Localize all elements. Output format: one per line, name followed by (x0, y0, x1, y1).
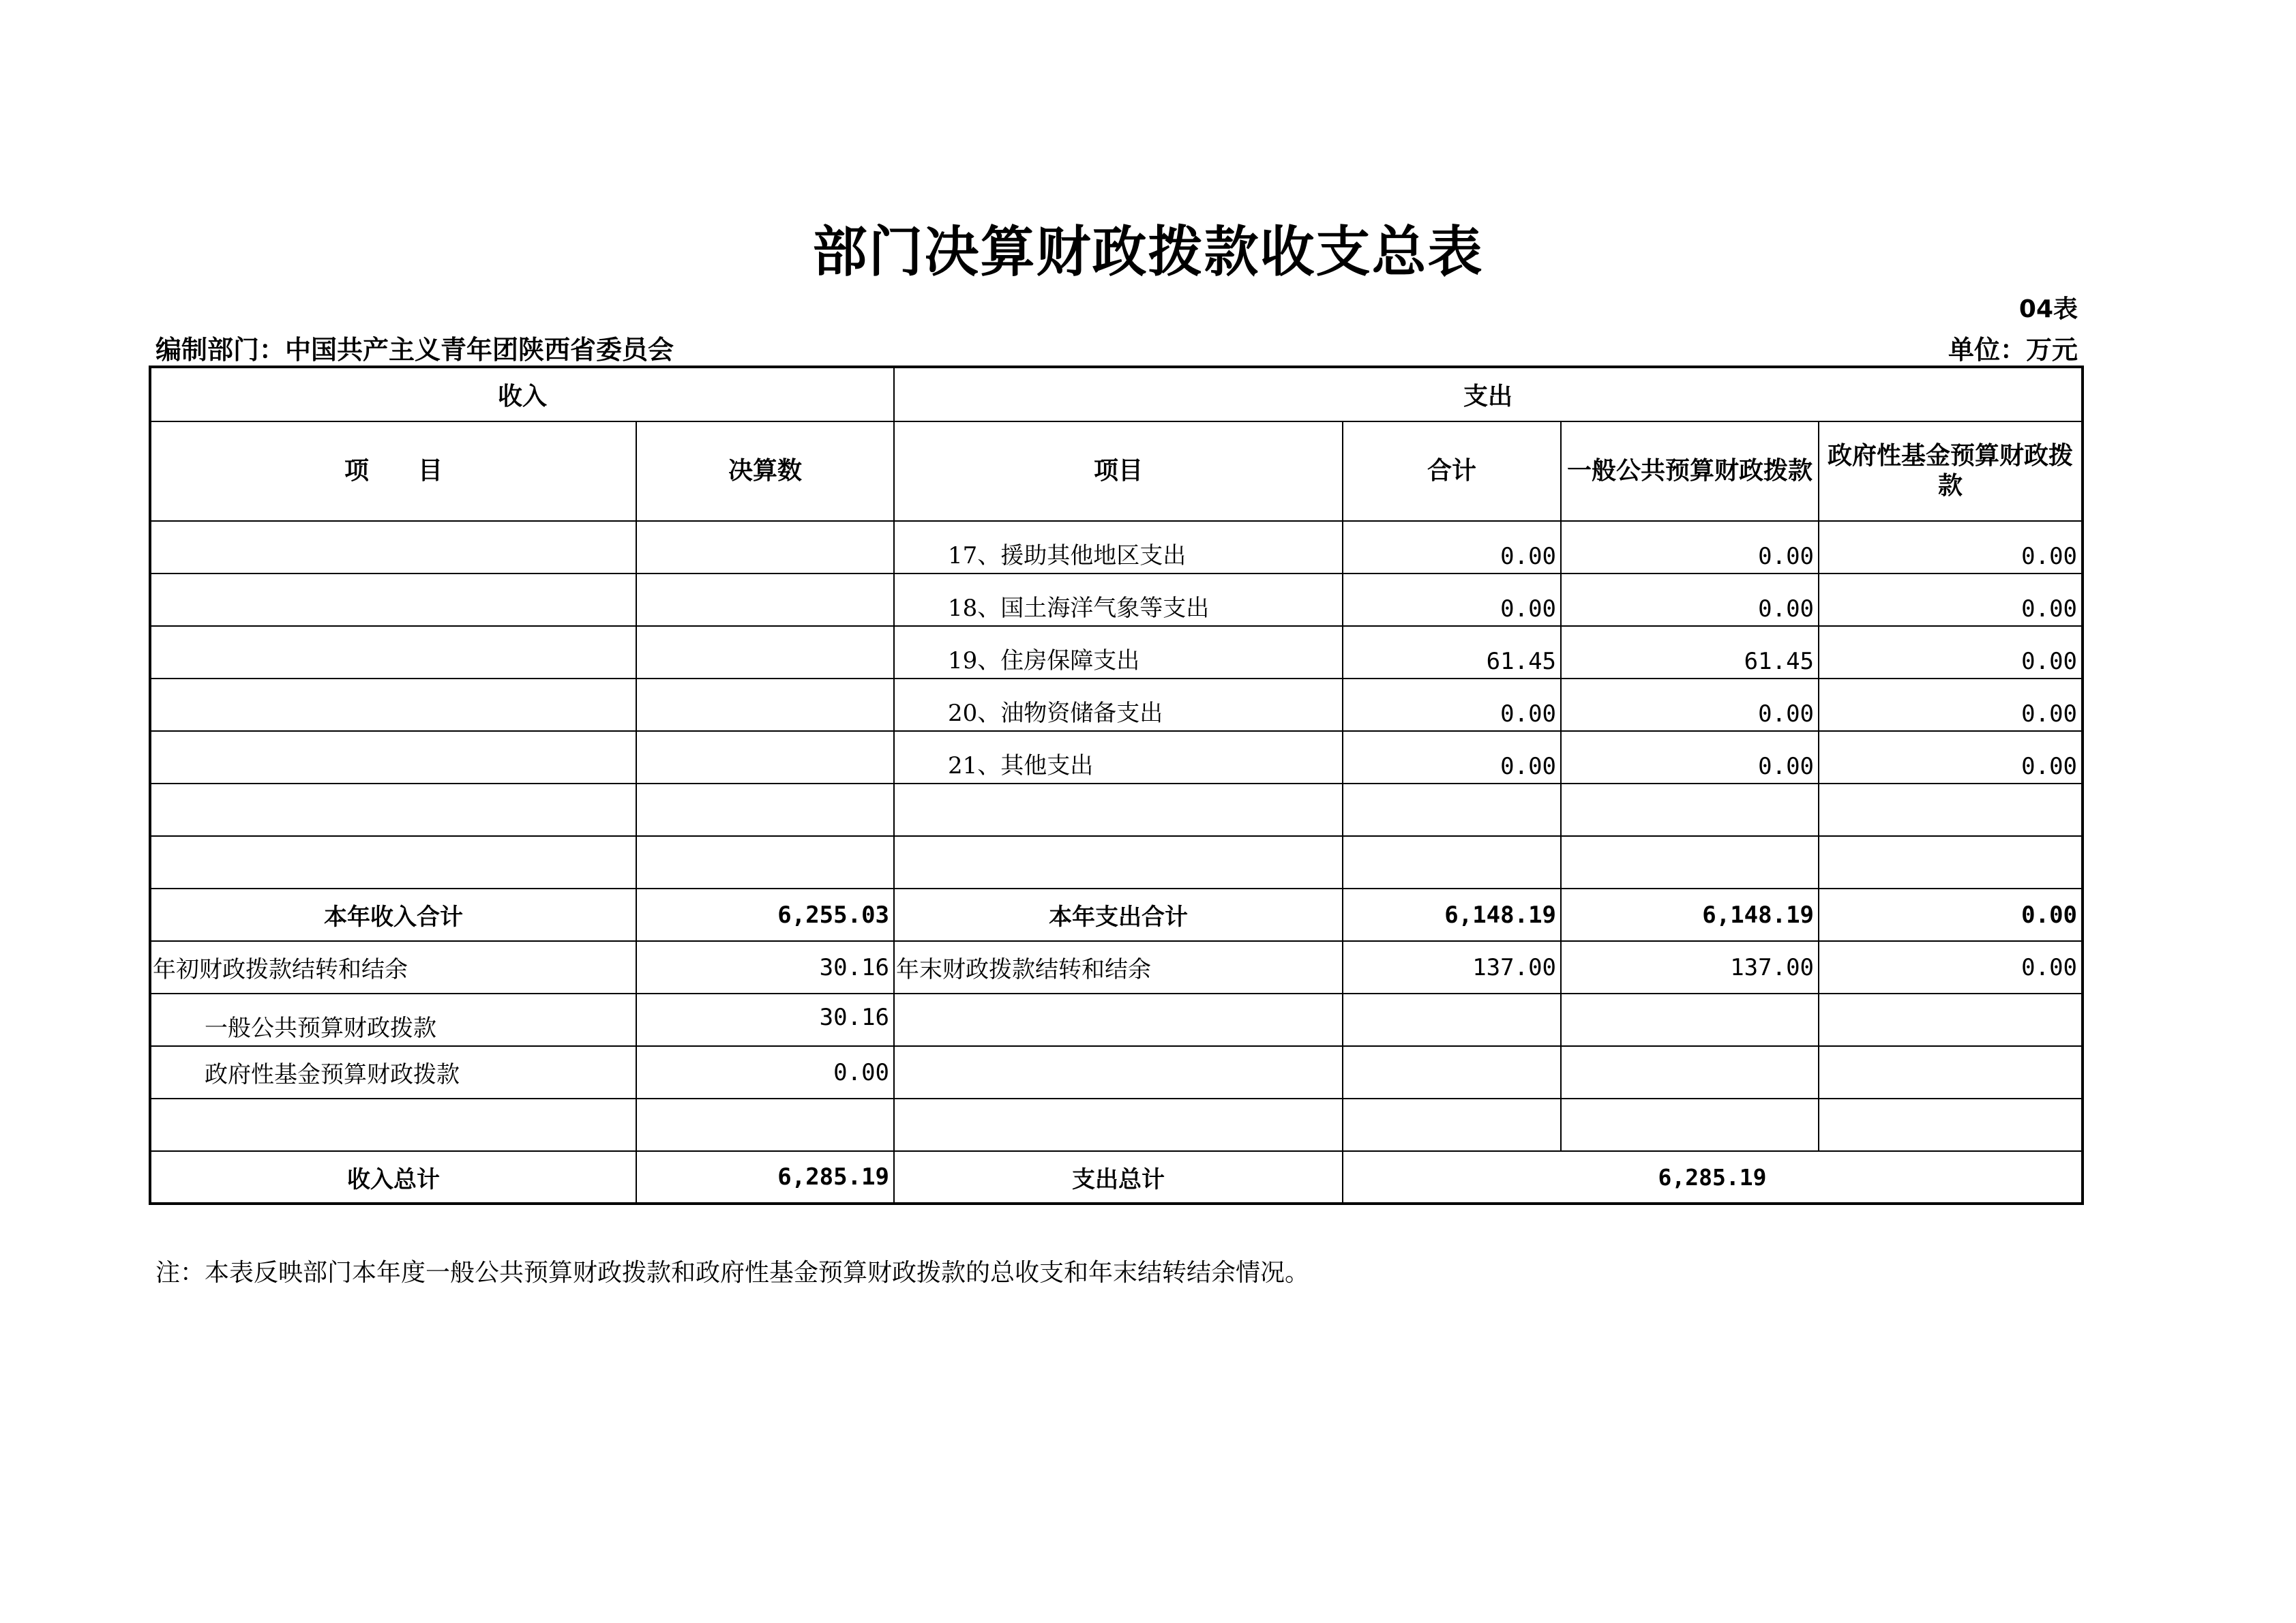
carryover-expense-label: 年末财政拨款结转和结余 (894, 941, 1343, 994)
table-row-empty (150, 784, 2083, 836)
empty-cell (894, 994, 1343, 1046)
table-row-empty (150, 836, 2083, 889)
header-row-group (150, 367, 2083, 421)
expense-total: 0.00 (1343, 574, 1561, 626)
empty-cell (636, 679, 894, 731)
grand-income-value: 6,285.19 (636, 1151, 894, 1204)
empty-cell (636, 731, 894, 784)
expense-item: 20、油物资储备支出 (894, 679, 1343, 731)
empty-cell (150, 521, 636, 574)
empty-cell (1561, 836, 1819, 889)
empty-cell (1343, 1046, 1561, 1099)
empty-cell (150, 1099, 636, 1151)
carryover-expense-fund: 0.00 (1819, 941, 2083, 994)
table-row (150, 731, 2083, 784)
empty-cell (150, 679, 636, 731)
empty-cell (894, 836, 1343, 889)
empty-cell (636, 521, 894, 574)
empty-cell (636, 784, 894, 836)
expense-fund: 0.00 (1819, 731, 2083, 784)
year-expense-total: 6,148.19 (1343, 889, 1561, 941)
table-row (150, 574, 2083, 626)
expense-item: 17、援助其他地区支出 (894, 521, 1343, 574)
unit-label: 单位：万元 (1948, 335, 2078, 365)
income-item-header: 项 目 (150, 421, 636, 521)
table-row (150, 626, 2083, 679)
expense-general: 61.45 (1561, 626, 1819, 679)
department-label: 编制部门：中国共产主义青年团陕西省委员会 (155, 335, 674, 365)
footnote: 注：本表反映部门本年度一般公共预算财政拨款和政府性基金预算财政拨款的总收支和年末结转结余情况。 (155, 1259, 1310, 1287)
expense-total-header: 合计 (1343, 421, 1561, 521)
empty-cell (894, 784, 1343, 836)
income-amount-header: 决算数 (636, 421, 894, 521)
expense-fund-header: 政府性基金预算财政拨款 (1819, 421, 2083, 521)
expense-fund: 0.00 (1819, 521, 2083, 574)
empty-cell (1819, 1046, 2083, 1099)
empty-cell (1819, 836, 2083, 889)
sub-row-label: 一般公共预算财政拨款 (150, 994, 636, 1046)
carryover-expense-total: 137.00 (1343, 941, 1561, 994)
empty-cell (894, 1099, 1343, 1151)
empty-cell (636, 1099, 894, 1151)
expense-total: 61.45 (1343, 626, 1561, 679)
expense-total: 0.00 (1343, 521, 1561, 574)
year-expense-general: 6,148.19 (1561, 889, 1819, 941)
empty-cell (150, 574, 636, 626)
expense-total: 0.00 (1343, 731, 1561, 784)
empty-cell (150, 784, 636, 836)
sub-row (150, 1046, 2083, 1099)
year-expense-fund: 0.00 (1819, 889, 2083, 941)
empty-cell (894, 1046, 1343, 1099)
empty-cell (1819, 994, 2083, 1046)
empty-cell (1343, 994, 1561, 1046)
empty-cell (636, 574, 894, 626)
empty-cell (1343, 1099, 1561, 1151)
empty-cell (1561, 1099, 1819, 1151)
table-row-empty (150, 1099, 2083, 1151)
grand-expense-value: 6,285.19 (1343, 1151, 2083, 1204)
empty-cell (150, 626, 636, 679)
carryover-income-label: 年初财政拨款结转和结余 (150, 941, 636, 994)
empty-cell (1561, 1046, 1819, 1099)
grand-total-row (150, 1151, 2083, 1204)
budget-summary-table (149, 366, 2084, 1205)
expense-item-header: 项目 (894, 421, 1343, 521)
sub-row-label: 政府性基金预算财政拨款 (150, 1046, 636, 1099)
empty-cell (150, 731, 636, 784)
expense-general: 0.00 (1561, 521, 1819, 574)
empty-cell (1819, 1099, 2083, 1151)
sub-row (150, 994, 2083, 1046)
expense-general: 0.00 (1561, 731, 1819, 784)
grand-expense-label: 支出总计 (894, 1151, 1343, 1204)
empty-cell (636, 836, 894, 889)
empty-cell (1561, 994, 1819, 1046)
carryover-expense-general: 137.00 (1561, 941, 1819, 994)
year-expense-label: 本年支出合计 (894, 889, 1343, 941)
sub-row-value: 30.16 (636, 994, 894, 1046)
expense-general: 0.00 (1561, 574, 1819, 626)
table-row (150, 521, 2083, 574)
expense-general: 0.00 (1561, 679, 1819, 731)
expense-fund: 0.00 (1819, 574, 2083, 626)
expense-item: 19、住房保障支出 (894, 626, 1343, 679)
sub-row-value: 0.00 (636, 1046, 894, 1099)
year-income-label: 本年收入合计 (150, 889, 636, 941)
empty-cell (636, 626, 894, 679)
empty-cell (1561, 784, 1819, 836)
empty-cell (1343, 836, 1561, 889)
expense-item: 18、国土海洋气象等支出 (894, 574, 1343, 626)
income-header: 收入 (150, 367, 894, 421)
year-income-value: 6,255.03 (636, 889, 894, 941)
carryover-income-value: 30.16 (636, 941, 894, 994)
grand-income-label: 收入总计 (150, 1151, 636, 1204)
carryover-row (150, 941, 2083, 994)
empty-cell (1343, 784, 1561, 836)
table-row (150, 679, 2083, 731)
year-total-row (150, 889, 2083, 941)
table-number: 04表 (2018, 295, 2078, 323)
expense-header: 支出 (894, 367, 2083, 421)
expense-general-header: 一般公共预算财政拨款 (1561, 421, 1819, 521)
expense-fund: 0.00 (1819, 679, 2083, 731)
empty-cell (1819, 784, 2083, 836)
expense-item: 21、其他支出 (894, 731, 1343, 784)
page-title: 部门决算财政拨款收支总表 (812, 220, 1484, 284)
expense-fund: 0.00 (1819, 626, 2083, 679)
expense-total: 0.00 (1343, 679, 1561, 731)
header-row-columns (150, 421, 2083, 521)
empty-cell (150, 836, 636, 889)
